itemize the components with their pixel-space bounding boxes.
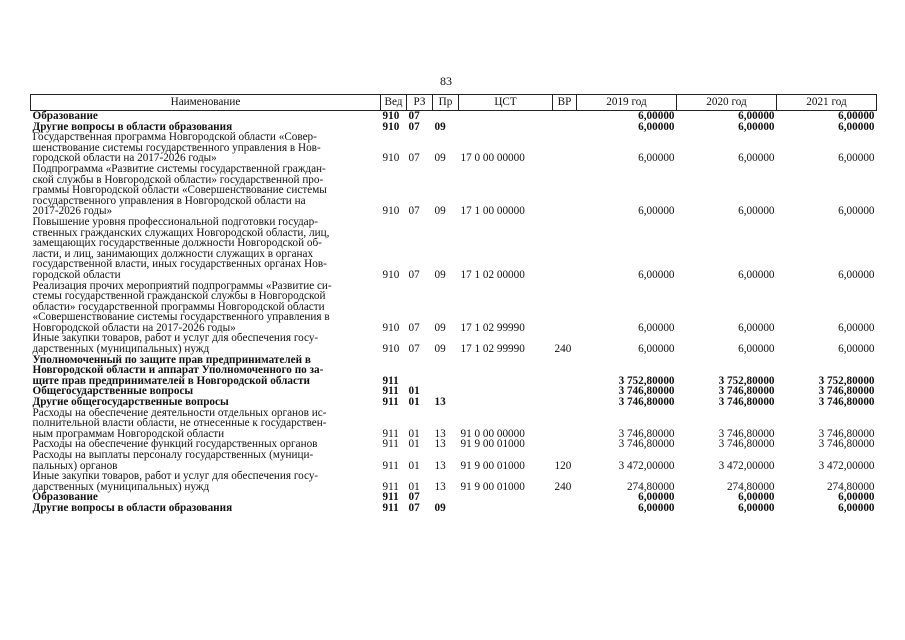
- cell-ved: 910: [382, 152, 400, 165]
- cell-pr: 09: [434, 501, 446, 514]
- cell-vr: [553, 122, 577, 133]
- cell-2021: 6,00000: [838, 120, 875, 133]
- cell-2021: 6,00000: [838, 491, 875, 504]
- cell-pr: 09: [434, 152, 446, 165]
- cell-pr: 09: [434, 343, 446, 356]
- cell-name: Образование: [32, 110, 98, 122]
- cell-cst: [459, 503, 553, 514]
- cell-ved: 911: [382, 480, 399, 493]
- cell-2020: 3 746,80000: [718, 438, 775, 451]
- cell-2021: 6,00000: [838, 501, 875, 514]
- cell-cst: [459, 397, 553, 408]
- table-row: [31, 217, 877, 281]
- cell-rz: [407, 355, 433, 387]
- cell-2020: 3 746,80000: [718, 385, 775, 398]
- cell-rz: 01: [408, 480, 420, 493]
- cell-rz: 07: [408, 268, 420, 281]
- cell-vr: [553, 439, 577, 450]
- cell-ved: 911: [382, 427, 399, 440]
- cell-cst: 91 9 00 01000: [460, 480, 525, 493]
- cell-vr: [553, 386, 577, 397]
- cell-pr: [433, 111, 459, 122]
- cell-cst: 17 1 02 99990: [460, 321, 525, 334]
- cell-cst: 91 9 00 01000: [460, 459, 525, 472]
- table-row: [31, 164, 877, 217]
- table-row: [31, 408, 877, 440]
- table-header-row: [31, 95, 877, 111]
- cell-rz: 07: [408, 501, 420, 514]
- cell-ved: 911: [382, 385, 399, 398]
- cell-2020: 6,00000: [738, 110, 775, 122]
- cell-2020: 6,00000: [738, 343, 775, 356]
- cell-2021: 3 746,80000: [818, 385, 875, 398]
- cell-cst: [459, 386, 553, 397]
- cell-pr: [433, 355, 459, 387]
- header-pr: Пр: [433, 95, 459, 111]
- cell-2020: 6,00000: [738, 491, 775, 504]
- cell-rz: 07: [408, 152, 420, 165]
- cell-2021: 6,00000: [838, 152, 875, 165]
- cell-cst: 91 0 00 00000: [460, 427, 525, 440]
- cell-name: Подпрограмма «Развитие системы государственной граждан- ской службы в Новгородской области» государственной про- граммы Новгородской области «Совершенствование системы государственного управления в Новгородской области на 2017-2026 годы»: [32, 162, 327, 218]
- cell-vr: [553, 281, 577, 334]
- cell-rz: 07: [408, 110, 420, 122]
- cell-name: Государственная программа Новгородской области «Совер- шенствование системы государственного управления в Нов- городской области на 2017-2026 годы»: [32, 131, 321, 165]
- cell-2020: 6,00000: [738, 321, 775, 334]
- cell-2019: 6,00000: [638, 120, 675, 133]
- cell-vr: 240: [554, 480, 572, 493]
- cell-vr: [553, 132, 577, 164]
- cell-name: Образование: [32, 491, 98, 504]
- cell-rz: 07: [408, 205, 420, 218]
- cell-name: Расходы на обеспечение функций государственных органов: [32, 438, 318, 451]
- cell-2019: 3 746,80000: [618, 427, 675, 440]
- cell-ved: 911: [382, 438, 399, 451]
- cell-2020: 3 746,80000: [718, 396, 775, 409]
- cell-name: Другие вопросы в области образования: [32, 120, 233, 133]
- cell-name: Иные закупки товаров, работ и услуг для обеспечения госу- дарственных (муниципальных) нужд: [32, 332, 319, 356]
- cell-rz: 07: [408, 343, 420, 356]
- cell-rz: 01: [408, 396, 420, 409]
- cell-name: Расходы на выплаты персоналу государственных (муници- пальных) органов: [32, 449, 314, 472]
- header-2021: 2021 год: [777, 95, 877, 111]
- cell-2019: 6,00000: [638, 268, 675, 281]
- cell-2021: 6,00000: [838, 321, 875, 334]
- cell-pr: 13: [434, 396, 446, 409]
- cell-2021: 3 746,80000: [818, 438, 875, 451]
- cell-cst: 17 1 00 00000: [460, 205, 525, 218]
- cell-2021: 3 752,80000: [818, 374, 875, 387]
- cell-name: Другие вопросы в области образования: [32, 501, 233, 514]
- cell-2019: 6,00000: [638, 110, 675, 122]
- table-body: [31, 111, 877, 514]
- cell-vr: [553, 217, 577, 281]
- header-cst: ЦСТ: [459, 95, 553, 111]
- cell-vr: [553, 111, 577, 122]
- cell-2019: 3 746,80000: [618, 385, 675, 398]
- cell-vr: [553, 355, 577, 387]
- cell-name: Расходы на обеспечение деятельности отдельных органов ис- полнительной власти области, не отнесенные к государствен- ным программам Новгородской области: [32, 406, 327, 440]
- cell-vr: [553, 492, 577, 503]
- cell-2019: 6,00000: [638, 205, 675, 218]
- cell-cst: [459, 355, 553, 387]
- budget-table: [30, 94, 877, 514]
- cell-pr: 09: [434, 120, 446, 133]
- cell-rz: 01: [408, 438, 420, 451]
- table-row: [31, 111, 877, 122]
- cell-2020: 3 752,80000: [718, 374, 775, 387]
- cell-cst: 17 1 02 00000: [460, 268, 525, 281]
- cell-pr: 13: [434, 480, 446, 493]
- header-2019: 2019 год: [577, 95, 677, 111]
- cell-vr: 240: [554, 343, 572, 356]
- table-row: [31, 132, 877, 164]
- table-row: [31, 333, 877, 354]
- cell-vr: [553, 164, 577, 217]
- cell-rz: 07: [408, 120, 420, 133]
- cell-vr: [553, 408, 577, 440]
- table-row: [31, 471, 877, 492]
- cell-pr: 13: [434, 459, 446, 472]
- cell-2021: 6,00000: [838, 343, 875, 356]
- table-row: [31, 503, 877, 514]
- cell-2019: 6,00000: [638, 343, 675, 356]
- cell-rz: 07: [408, 321, 420, 334]
- cell-2020: 6,00000: [738, 205, 775, 218]
- cell-cst: 91 9 00 01000: [460, 438, 525, 451]
- cell-2021: 274,80000: [826, 480, 875, 493]
- cell-2020: 6,00000: [738, 152, 775, 165]
- cell-ved: 911: [382, 396, 399, 409]
- cell-2021: 3 746,80000: [818, 427, 875, 440]
- cell-cst: [459, 111, 553, 122]
- cell-vr: [553, 397, 577, 408]
- cell-ved: 910: [382, 120, 400, 133]
- cell-2019: 274,80000: [626, 480, 675, 493]
- cell-2019: 6,00000: [638, 152, 675, 165]
- cell-ved: 911: [382, 501, 399, 514]
- header-ved: Вед: [381, 95, 407, 111]
- cell-ved: 910: [382, 110, 400, 122]
- cell-2019: 3 752,80000: [618, 374, 675, 387]
- cell-2020: 3 746,80000: [718, 427, 775, 440]
- cell-ved: 910: [382, 321, 400, 334]
- cell-ved: 910: [382, 268, 400, 281]
- cell-name: Повышение уровня профессиональной подготовки государ- ственных гражданских служащих Новгородской области, лиц, замещающих государственные должности Новгородской об- ласти, и лиц, занимающих должности служащих в органах государственной власти, иных государственных органах Нов- городской области: [32, 215, 330, 281]
- cell-rz: 01: [408, 427, 420, 440]
- cell-pr: 13: [434, 438, 446, 451]
- page-number: 83: [440, 74, 452, 88]
- header-2020: 2020 год: [677, 95, 777, 111]
- cell-ved: 910: [382, 343, 400, 356]
- cell-2021: 6,00000: [838, 268, 875, 281]
- cell-2021: 6,00000: [838, 205, 875, 218]
- cell-2019: 3 746,80000: [618, 396, 675, 409]
- cell-vr: [553, 503, 577, 514]
- table-row: [31, 355, 877, 387]
- cell-cst: [459, 492, 553, 503]
- cell-vr: 120: [554, 459, 572, 472]
- cell-2019: 6,00000: [638, 321, 675, 334]
- cell-ved: 911: [382, 491, 399, 504]
- cell-2019: 3 746,80000: [618, 438, 675, 451]
- cell-2020: 6,00000: [738, 268, 775, 281]
- cell-2020: 3 472,00000: [718, 459, 775, 472]
- cell-rz: 07: [408, 491, 420, 504]
- cell-2020: 6,00000: [738, 501, 775, 514]
- cell-2019: 6,00000: [638, 501, 675, 514]
- cell-pr: 09: [434, 321, 446, 334]
- cell-rz: 01: [408, 459, 420, 472]
- header-rz: РЗ: [407, 95, 433, 111]
- cell-2021: 6,00000: [838, 110, 875, 122]
- cell-ved: 910: [382, 205, 400, 218]
- cell-rz: 01: [408, 385, 420, 398]
- cell-2019: 3 472,00000: [618, 459, 675, 472]
- cell-ved: 911: [382, 459, 399, 472]
- cell-name: Иные закупки товаров, работ и услуг для обеспечения госу- дарственных (муниципальных) нужд: [32, 470, 319, 493]
- cell-ved: 911: [382, 374, 399, 387]
- cell-name: Общегосударственные вопросы: [32, 385, 194, 398]
- cell-cst: [459, 122, 553, 133]
- cell-pr: 09: [434, 205, 446, 218]
- cell-pr: 09: [434, 268, 446, 281]
- cell-2019: 6,00000: [638, 491, 675, 504]
- cell-2020: 6,00000: [738, 120, 775, 133]
- cell-cst: 17 0 00 00000: [460, 152, 525, 165]
- header-name: Наименование: [31, 95, 381, 111]
- table-row: [31, 281, 877, 334]
- cell-name: Уполномоченный по защите прав предпринимателей в Новгородской области и аппарат Уполномоченного по за- щите прав предпринимателей в Новгородской области: [32, 353, 324, 387]
- cell-name: Другие общегосударственные вопросы: [32, 396, 229, 409]
- cell-cst: 17 1 02 99990: [460, 343, 525, 356]
- cell-2021: 3 746,80000: [818, 396, 875, 409]
- cell-2020: 274,80000: [726, 480, 775, 493]
- cell-2021: 3 472,00000: [818, 459, 875, 472]
- header-vr: ВР: [553, 95, 577, 111]
- table-row: [31, 450, 877, 471]
- cell-name: Реализация прочих мероприятий подпрограммы «Развитие си- стемы государственной гражданской службы в Новгородской области» государственной программы Новгородской области «Совершенствование системы государственного управления в Новгородской области на 2017-2026 годы»: [32, 279, 332, 334]
- cell-pr: 13: [434, 427, 446, 440]
